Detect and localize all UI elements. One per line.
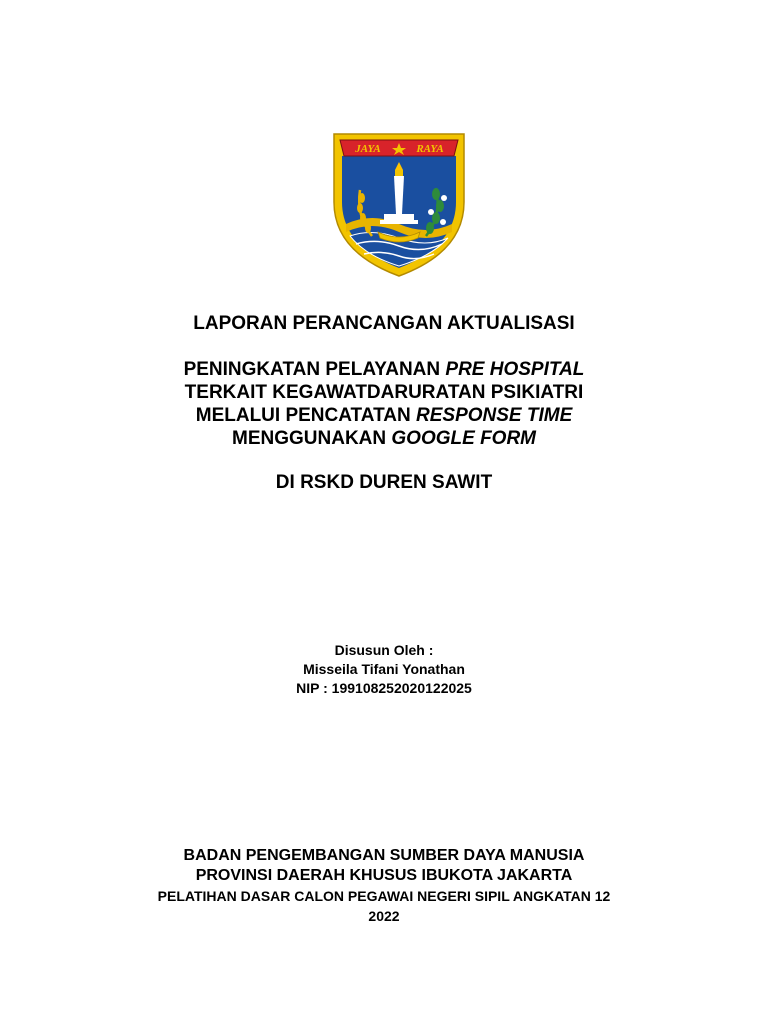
author-label: Disusun Oleh :: [334, 642, 434, 658]
institution-year: 2022: [368, 908, 400, 924]
shield-emblem-icon: [332, 132, 466, 278]
title-line-2: TERKAIT KEGAWATDARURATAN PSIKIATRI: [184, 382, 584, 403]
title-line-4: MENGGUNAKAN GOOGLE FORM: [232, 428, 536, 449]
author-name: Misseila Tifani Yonathan: [303, 661, 465, 677]
location-heading: DI RSKD DUREN SAWIT: [275, 472, 493, 493]
author-nip: NIP : 199108252020122025: [296, 680, 472, 696]
title-line-3: MELALUI PENCATATAN RESPONSE TIME: [195, 405, 573, 426]
institution-line-1: BADAN PENGEMBANGAN SUMBER DAYA MANUSIA: [183, 847, 585, 864]
jakarta-emblem-logo: [332, 132, 466, 278]
report-title: [0, 358, 768, 450]
institution-line-3: PELATIHAN DASAR CALON PEGAWAI NEGERI SIPIL ANGKATAN 12: [157, 888, 611, 904]
report-type-heading: LAPORAN PERANCANGAN AKTUALISASI: [193, 313, 575, 334]
motto-right-text: RAYA: [416, 143, 444, 155]
motto-left-text: JAYA: [355, 143, 381, 155]
author-block: [0, 641, 768, 698]
title-line-1: PENINGKATAN PELAYANAN PRE HOSPITAL: [183, 359, 585, 380]
institution-block: [0, 846, 768, 926]
institution-line-2: PROVINSI DAERAH KHUSUS IBUKOTA JAKARTA: [195, 867, 573, 884]
